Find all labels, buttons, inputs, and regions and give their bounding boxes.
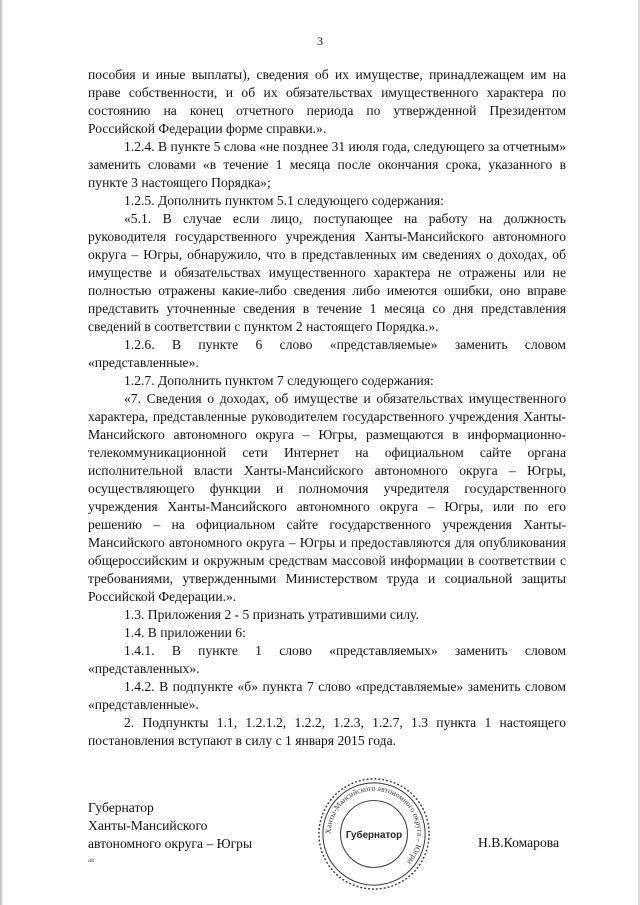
paragraph: 2. Подпункты 1.1, 1.2.1.2, 1.2.2, 1.2.3, 1.2.7, 1.3 пункта 1 настоящего постановления вступают в силу с 1 января 2015 года. [88,715,566,748]
paragraph: 1.2.4. В пункте 5 слова «не позднее 31 июля года, следующего за отчетным» заменить словами «в течение 1 месяца после окончания срока, указанного в пункте 3 настоящего Порядка»; [88,139,566,190]
svg-text:Ханты-Мансийского автономного [324,784,425,867]
paragraph: 1.3. Приложения 2 - 5 признать утратившими силу. [124,607,419,622]
signature-title-line: автономного округа – Югры [88,836,253,851]
paragraph: 1.4.2. В подпункте «б» пункта 7 слово «представляемые» заменить словом «представленные». [88,679,566,712]
signature-title-line: Ханты-Мансийского [88,818,208,833]
paragraph: 1.2.6. В пункте 6 слово «представляемые» заменить словом «представленные». [88,337,566,370]
page-number: 3 [317,34,323,48]
paragraph: 1.4. В приложении 6: [124,625,246,640]
scan-edge-left [0,0,3,905]
paragraph: 1.4.1. В пункте 1 слово «представляемых» заменить словом «представленных». [88,643,566,676]
paragraph: 1.2.5. Дополнить пунктом 5.1 следующего содержания: [124,193,444,208]
document-body [88,66,566,750]
signature-title-line: Губернатор [88,800,154,815]
signature-title [88,799,252,853]
seal-center-text: Губернатор [345,829,403,841]
paragraph: «5.1. В случае если лицо, поступающее на работу на должность руководителя государственного учреждения Ханты-Мансийского автономного округа – Югры, обнаружило, что в представленных им сведениях о доходах, об имуществе и обязательствах имущественного характера не отражены или не полностью отражены какие-либо сведения либо имеются ошибки, оно вправе представить уточненные сведения в течение 1 месяца со дня представления сведений в соответствии с пунктом 2 настоящего Порядка.». [88,211,566,334]
paragraph: 1.2.7. Дополнить пунктом 7 следующего содержания: [124,373,434,388]
paragraph: «7. Сведения о доходах, об имуществе и обязательствах имущественного характера, представленные руководителем государственного учреждения Ханты-Мансийского автономного округа – Югры, размещаются в информационно-телекоммуникационной сети Интернет на официальном сайте органа исполнительной власти Ханты-Мансийского автономного округа – Югры, осуществляющего функции и полномочия учредителя государственного учреждения Ханты-Мансийского автономного округа – Югры, или по его решению – на официальном сайте государственного учреждения Ханты-Мансийского автономного округа – Югры и предоставляются для опубликования общероссийским и окружным средствам массовой информации в соответствии с требованиями, утвержденными Министерством труда и социальной защиты Российской Федерации.». [88,391,566,604]
signatory-name: Н.В.Комарова [478,835,560,850]
executor-initials: ав [88,856,95,864]
official-seal [315,775,433,893]
seal-ring-text: Ханты-Мансийского автономного округа – Югры [323,783,425,867]
paragraph: пособия и иные выплаты), сведения об их имуществе, принадлежащем им на праве собственности, и об их обязательствах имущественного характера по состоянию на конец отчетного периода по утвержденной Президентом Российской Федерации форме справки.». [88,67,566,136]
